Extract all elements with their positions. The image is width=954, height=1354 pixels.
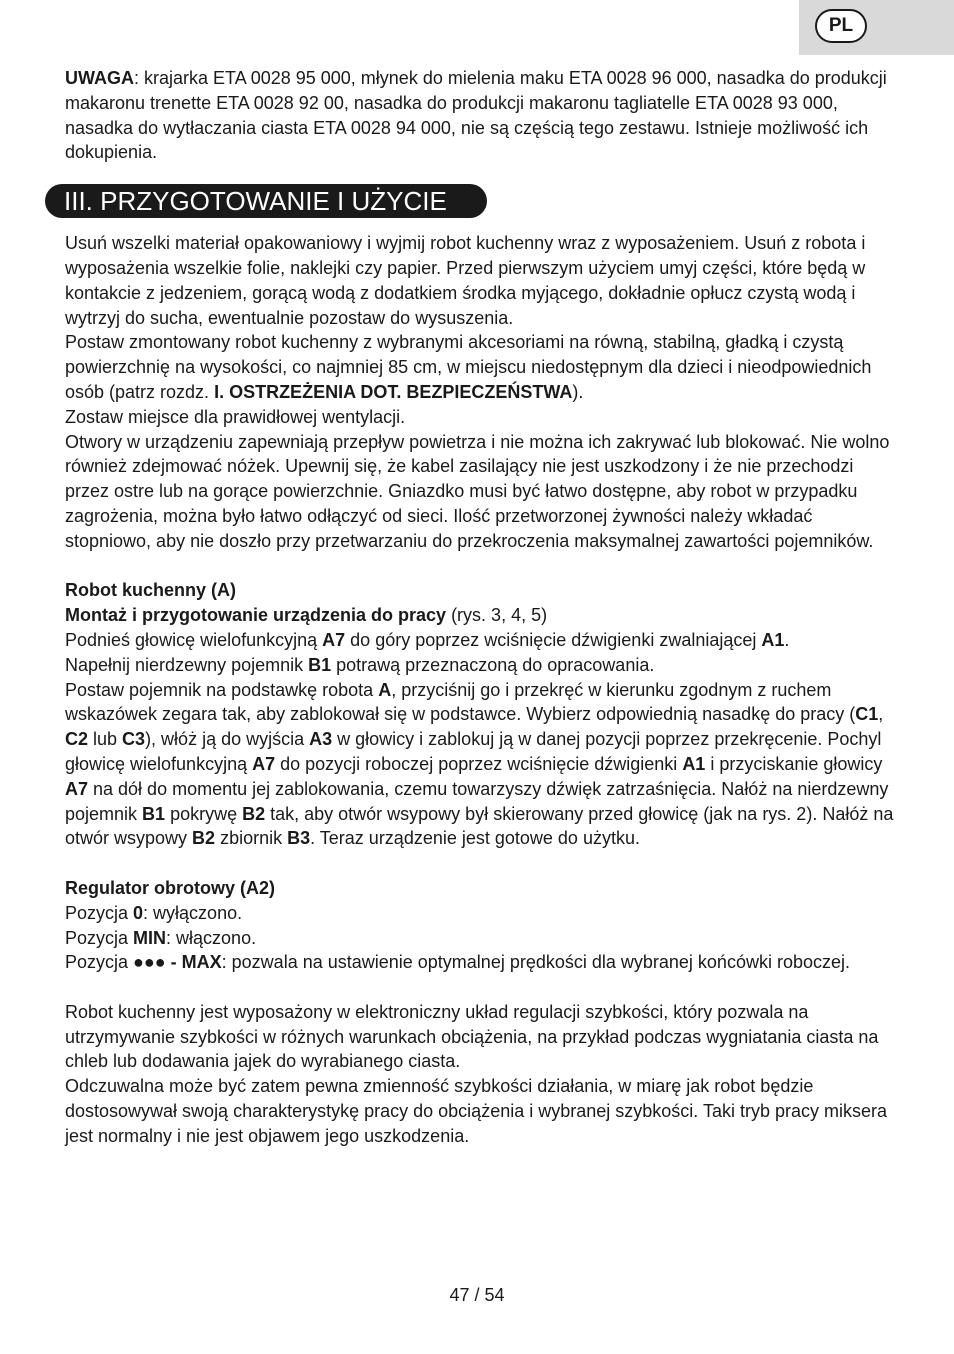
robot-step-1: Podnieś głowicę wielofunkcyjną A7 do góry poprzez wciśnięcie dźwigienki zwalniającej A1. [65, 629, 790, 650]
electronic-paragraph-2: Odczuwalna może być zatem pewna zmienność szybkości działania, w miarę jak robot będzie dostosowywał swoją charakterystykę pracy do obciążenia i wybranej szybkości. Taki tryb pracy miksera jest normalny i nie jest objawem jego uszkodzenia. [65, 1076, 887, 1146]
language-badge: PL [815, 9, 867, 43]
page-content [65, 66, 895, 1149]
regulator-position-0: Pozycja 0: wyłączono. [65, 902, 243, 923]
regulator-position-min: Pozycja MIN: włączono. [65, 927, 257, 948]
safety-chapter-reference: I. OSTRZEŻENIA DOT. BEZPIECZEŃSTWA [214, 381, 573, 402]
intro-paragraph-2: Postaw zmontowany robot kuchenny z wybranymi akcesoriami na równą, stabilną, gładką i czystą powierzchnię na wysokości, co najmniej 85 cm, w miejscu niedostępnym dla dzieci i nieodpowiednich osób (patrz rozdz. I. OSTRZEŻENIA DOT. BEZPIECZEŃSTWA). [65, 332, 872, 402]
robot-subheading: Montaż i przygotowanie urządzenia do pracy (rys. 3, 4, 5) [65, 605, 548, 626]
note-paragraph [65, 66, 895, 165]
regulator-position-max: Pozycja ●●● - MAX: pozwala na ustawienie optymalnej prędkości dla wybranej końcówki roboczej. [65, 952, 850, 973]
intro-paragraph-1: Usuń wszelki materiał opakowaniowy i wyjmij robot kuchenny wraz z wyposażeniem. Usuń z robota i wyposażenia wszelkie folie, naklejki czy papier. Przed pierwszym użyciem umyj części, które będą w kontakcie z jedzeniem, gorącą wodą z dodatkiem środka myjącego, dokładnie opłucz czystą wodą i wytrzyj do sucha, ewentualnie pozostaw do wysuszenia. [65, 233, 866, 328]
language-tab [799, 0, 954, 55]
robot-heading: Robot kuchenny (A) [65, 580, 236, 601]
electronic-paragraph-1: Robot kuchenny jest wyposażony w elektroniczny układ regulacji szybkości, który pozwala na utrzymywanie szybkości w różnych warunkach obciążenia, na przykład podczas wygniatania ciasta na chleb lub dodawania jajek do wyrabianego ciasta. [65, 1001, 879, 1072]
note-label: UWAGA [65, 68, 134, 88]
page-number: 47 / 54 [449, 1285, 505, 1305]
regulator-heading: Regulator obrotowy (A2) [65, 877, 275, 898]
robot-step-2: Napełnij nierdzewny pojemnik B1 potrawą przeznaczoną do opracowania. [65, 654, 655, 675]
intro-paragraph-3: Zostaw miejsce dla prawidłowej wentylacji. [65, 406, 406, 427]
note-text: : krajarka ETA 0028 95 000, młynek do mielenia maku ETA 0028 96 000, nasadka do produkcji makaronu trenette ETA 0028 92 00, nasadka do produkcji makaronu tagliatelle ETA 0028 93 000, nasadka do wytłaczania ciasta ETA 0028 94 000, nie są częścią tego zestawu. Istnieje możliwość ich dokupienia. [65, 68, 887, 163]
intro-paragraph-4: Otwory w urządzeniu zapewniają przepływ powietrza i nie można ich zakrywać lub blokować. Nie wolno również zdejmować nóżek. Upewnij się, że kabel zasilający nie jest uszkodzony i że nie przechodzi przez ostre lub na gorące powierzchnie. Gniazdko musi być łatwo dostępne, aby robot w przypadku zagrożenia, można było łatwo odłączyć od sieci. Ilość przetworzonej żywności należy wkładać stopniowo, aby nie doszło przy przetwarzaniu do przekroczenia maksymalnej zawartości pojemników. [65, 431, 890, 551]
section-title: III. PRZYGOTOWANIE I UŻYCIE [45, 184, 487, 218]
robot-step-3: Postaw pojemnik na podstawkę robota A, przyciśnij go i przekręć w kierunku zgodnym z ruchem wskazówek zegara tak, aby zablokował się w podstawce. Wybierz odpowiednią nasadkę do pracy (C1, C2 lub C3), włóż ją do wyjścia A3 w głowicy i zablokuj ją w danej pozycji poprzez przekręcenie. Pochyl głowicę wielofunkcyjną A7 do pozycji roboczej poprzez wciśnięcie dźwigienki A1 i przyciskanie głowicy A7 na dół do momentu jej zablokowania, czemu towarzyszy dźwięk zatrzaśnięcia. Nałóż na nierdzewny pojemnik B1 pokrywę B2 tak, aby otwór wsypowy był skierowany przed głowicę (jak na rys. 2). Nałóż na otwór wsypowy B2 zbiornik B3. Teraz urządzenie jest gotowe do użytku. [65, 679, 894, 849]
